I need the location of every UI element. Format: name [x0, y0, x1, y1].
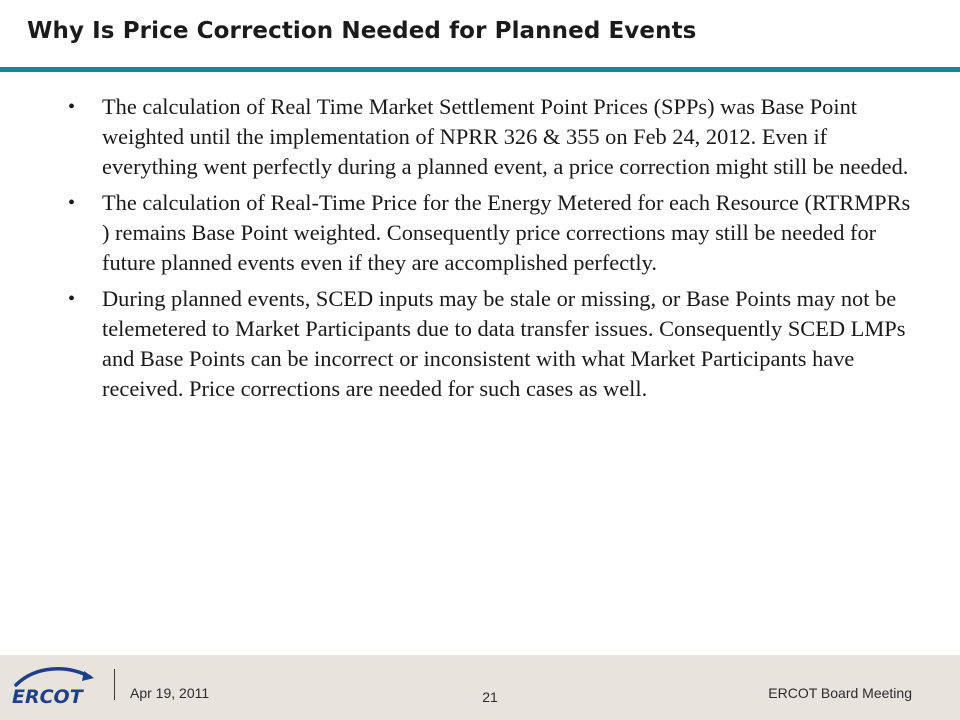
footer-meeting-title: ERCOT Board Meeting [768, 685, 912, 701]
slide-footer [0, 655, 960, 720]
bullet-text: The calculation of Real Time Market Settlement Point Prices (SPPs) was Base Point weighted until the implementation of NPRR 326 & 355 on Feb 24, 2012. Even if everything went perfectly during a planned event, a price correction might still be needed. [102, 94, 909, 179]
page-number: 21 [482, 689, 498, 705]
bullet-icon: • [68, 192, 76, 214]
ercot-logo [6, 663, 102, 711]
bullet-text: The calculation of Real-Time Price for the Energy Metered for each Resource (RTRMPRs ) remains Base Point weighted. Consequently price corrections may still be needed for future planned events even if they are accomplished perfectly. [102, 190, 911, 275]
bullet-list [58, 92, 918, 410]
footer-date: Apr 19, 2011 [130, 685, 210, 701]
slide-title: Why Is Price Correction Needed for Planned Events [27, 18, 697, 44]
bullet-text: During planned events, SCED inputs may be stale or missing, or Base Points may not be telemetered to Market Participants due to data transfer issues. Consequently SCED LMPs and Base Points can be incorrect or inconsistent with what Market Participants have received. Price corrections are needed for such cases as well. [102, 286, 906, 401]
bullet-icon: • [68, 288, 76, 310]
bullet-icon: • [68, 96, 76, 118]
footer-divider [114, 669, 115, 700]
title-divider [0, 67, 960, 72]
bullet-item [58, 188, 918, 278]
logo-text: ERCOT [12, 686, 83, 708]
bullet-item [58, 92, 918, 182]
bullet-item [58, 284, 918, 404]
